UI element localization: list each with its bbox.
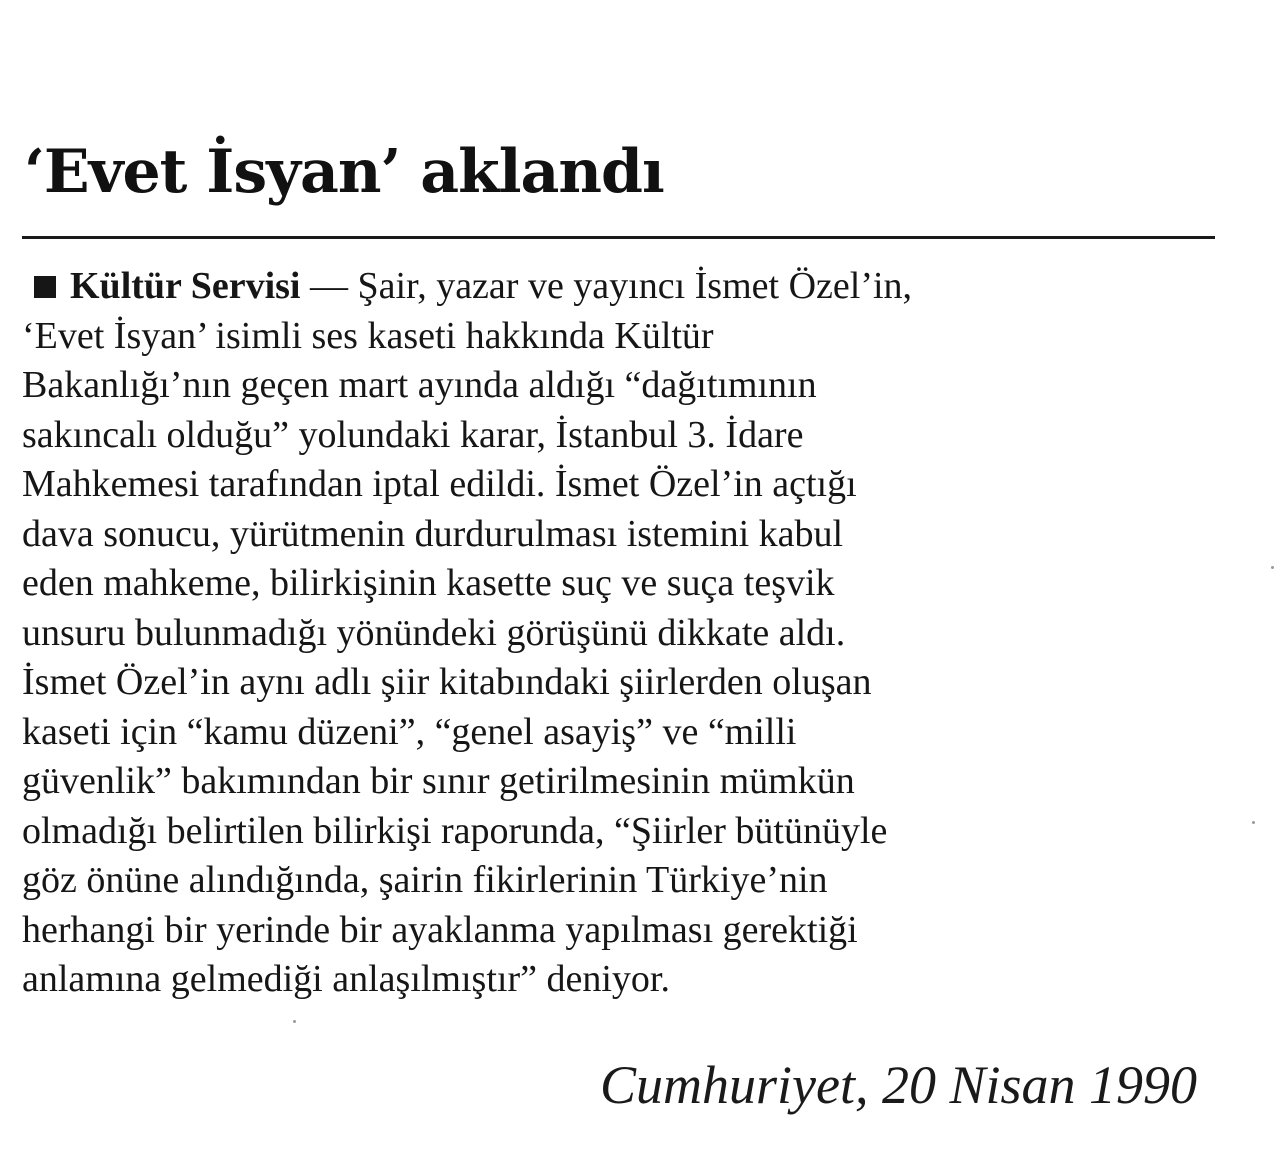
- article-line: unsuru bulunmadığı yönündeki görüşünü dikkate aldı.: [22, 611, 846, 654]
- article-line: anlamına gelmediği anlaşılmıştır” deniyor.: [22, 958, 670, 1000]
- article-line: [22, 262, 1202, 312]
- square-bullet-icon: [34, 276, 56, 298]
- article-line: Mahkemesi tarafından iptal edildi. İsmet Özel’in açtığı: [22, 463, 857, 505]
- source-citation: Cumhuriyet, 20 Nisan 1990: [599, 1055, 1197, 1115]
- print-speck: [1271, 566, 1274, 569]
- article-line: Bakanlığı’nın geçen mart ayında aldığı “dağıtımının: [22, 364, 817, 406]
- headline-rule: [22, 236, 1215, 239]
- article-line: İsmet Özel’in aynı adlı şiir kitabındaki şiirlerden oluşan: [22, 661, 872, 703]
- article-line-text: — Şair, yazar ve yayıncı İsmet Özel’in,: [300, 265, 913, 307]
- headline: ‘Evet İsyan’ aklandı: [24, 137, 664, 207]
- print-speck: [1252, 821, 1255, 824]
- article-line: eden mahkeme, bilirkişinin kasette suç ve suça teşvik: [22, 562, 835, 604]
- article-line: olmadığı belirtilen bilirkişi raporunda, “Şiirler bütünüyle: [22, 809, 888, 852]
- newspaper-clipping: [22, 0, 1217, 1175]
- article-line: herhangi bir yerinde bir ayaklanma yapılması gerektiği: [22, 908, 858, 951]
- print-speck: [293, 1020, 296, 1023]
- article-line: sakıncalı olduğu” yolundaki karar, İstanbul 3. İdare: [22, 413, 804, 456]
- article-body: [22, 262, 1202, 1005]
- article-line: dava sonucu, yürütmenin durdurulması istemini kabul: [22, 512, 844, 555]
- byline: Kültür Servisi: [70, 265, 301, 307]
- article-line: kaseti için “kamu düzeni”, “genel asayiş” ve “milli: [22, 710, 797, 753]
- article-line: ‘Evet İsyan’ isimli ses kaseti hakkında Kültür: [22, 314, 714, 357]
- article-line: güvenlik” bakımından bir sınır getirilmesinin mümkün: [22, 760, 855, 802]
- article-line: göz önüne alındığında, şairin fikirlerinin Türkiye’nin: [22, 859, 828, 901]
